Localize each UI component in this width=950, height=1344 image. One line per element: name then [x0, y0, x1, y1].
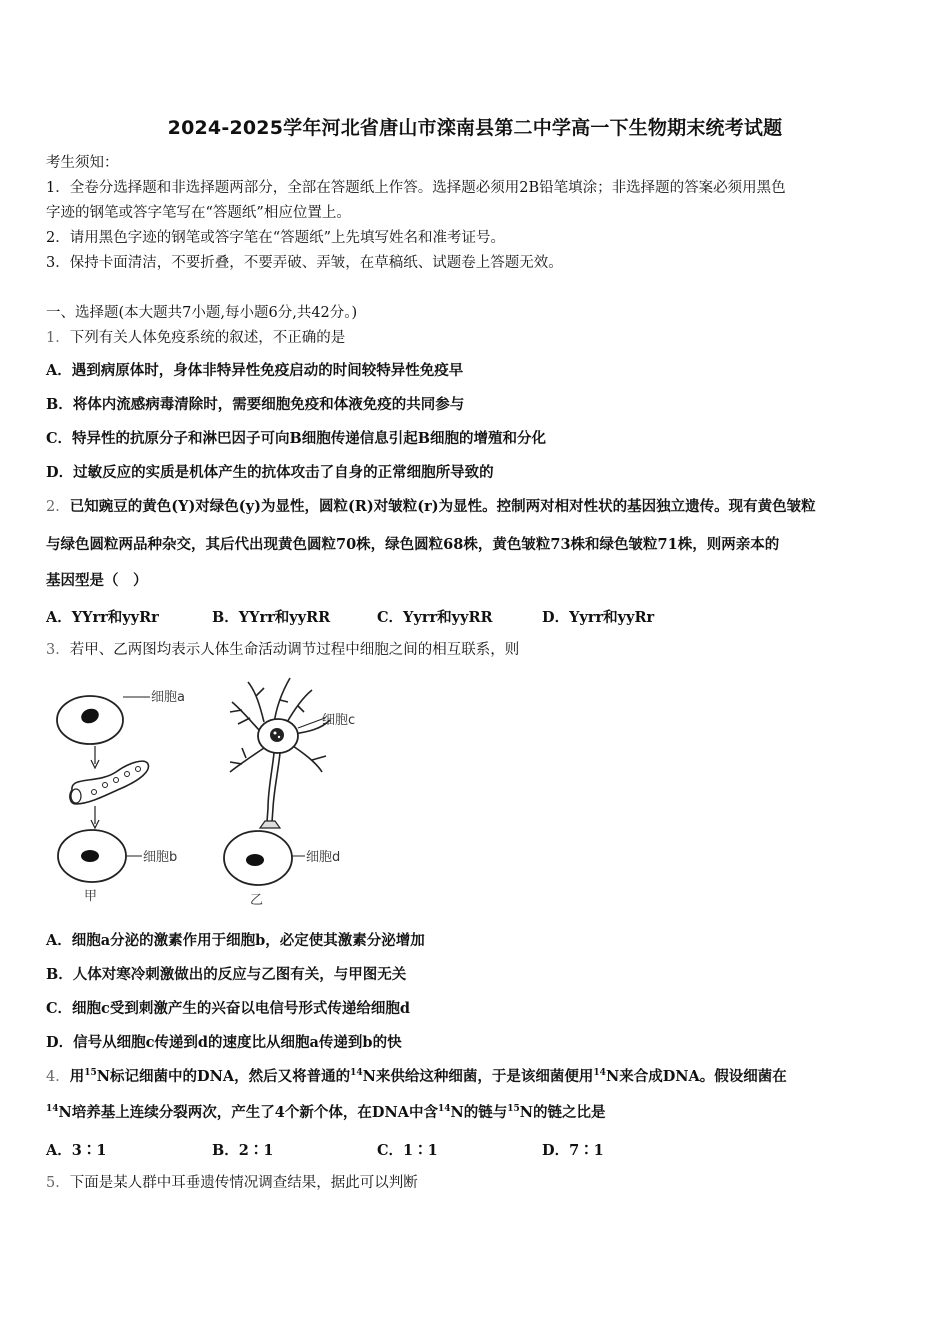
- cell-d-label: 细胞d: [306, 850, 341, 865]
- cell-a-label: 细胞a: [151, 690, 185, 705]
- q2-stem-line1: [46, 497, 816, 517]
- page-title: 2024-2025学年河北省唐山市滦南县第二中学高一下生物期末统考试题: [167, 117, 783, 139]
- q2-stem-line3: 基因型是（ ）: [46, 572, 148, 589]
- q2-option-d: D．Yyrr和yyRr: [542, 609, 655, 626]
- q3-option-a: A．细胞a分泌的激素作用于细胞b，必定使其激素分泌增加: [46, 932, 425, 949]
- q2-option-c: C．Yyrr和yyRR: [377, 609, 493, 626]
- blood-vessel: [70, 761, 149, 804]
- q3-text: 若甲、乙两图均表示人体生命活动调节过程中细胞之间的相互联系，则: [69, 642, 520, 658]
- q5-number: 5．: [46, 1175, 70, 1191]
- q5-stem: [46, 1173, 418, 1193]
- q5-text: 下面是某人群中耳垂遗传情况调查结果，据此可以判断: [69, 1175, 418, 1191]
- q4-number: 4．: [46, 1069, 70, 1085]
- cell-diagram: [50, 672, 380, 912]
- q1-option-b: B．将体内流感病毒清除时，需要细胞免疫和体液免疫的共同参与: [46, 396, 465, 413]
- synapse-terminal: [260, 821, 280, 828]
- cell-a-nucleus: [79, 706, 101, 725]
- q4-option-c: C．1∶1: [377, 1142, 438, 1159]
- q2-option-a: A．YYrr和yyRr: [46, 609, 159, 626]
- figure-jia-label: 甲: [84, 889, 98, 904]
- cell-b-label: 细胞b: [143, 850, 178, 865]
- q3-number: 3．: [46, 642, 70, 658]
- q4-stem-line1: 4．用$^{15}$N标记细菌中的DNA，然后又将普通的$^{14}$N来供给这种细菌，于是该细菌便用$^{14}$N来合成DNA。假设细菌在: [46, 1068, 787, 1085]
- q3-stem: [46, 640, 519, 660]
- q4-stem-line2: $^{14}$N培养基上连续分裂两次，产生了4个新个体，在DNA中含$^{14}$N的链与$^{15}$N的链之比是: [46, 1104, 606, 1121]
- notice-item-1a: 1．全卷分选择题和非选择题两部分，全部在答题纸上作答。选择题必须用2B铅笔填涂；非选择题的答案必须用黑色: [46, 180, 786, 196]
- q2-text-1: 已知豌豆的黄色(Y)对绿色(y)为显性，圆粒(R)对皱粒(r)为显性。控制两对相对性状的基因独立遗传。现有黄色皱粒: [69, 498, 816, 515]
- q4-option-d: D．7∶1: [542, 1142, 604, 1159]
- q4-option-b: B．2∶1: [212, 1142, 274, 1159]
- q2-number: 2．: [46, 499, 70, 515]
- section-heading: 一、选择题(本大题共7小题,每小题6分,共42分。): [46, 305, 358, 321]
- q2-stem-line2: 与绿色圆粒两品种杂交，其后代出现黄色圆粒70株，绿色圆粒68株，黄色皱粒73株和绿色皱粒71株，则两亲本的: [46, 536, 780, 553]
- q1-stem: [46, 328, 345, 348]
- cell-c-label: 细胞c: [322, 713, 356, 728]
- q3-option-c: C．细胞c受到刺激产生的兴奋以电信号形式传递给细胞d: [46, 1000, 411, 1017]
- q3-option-b: B．人体对寒冷刺激做出的反应与乙图有关，与甲图无关: [46, 966, 407, 983]
- notice-item-2: 2．请用黑色字迹的钢笔或答字笔在“答题纸”上先填写姓名和准考证号。: [46, 230, 506, 246]
- q1-option-a: A．遇到病原体时，身体非特异性免疫启动的时间较特异性免疫早: [46, 362, 464, 379]
- cell-c-nucleus: [270, 728, 284, 742]
- q1-number: 1．: [46, 330, 70, 346]
- notice-item-1b: 字迹的钢笔或答字笔写在“答题纸”相应位置上。: [46, 205, 351, 221]
- notice-item-3: 3．保持卡面清洁，不要折叠，不要弄破、弄皱，在草稿纸、试题卷上答题无效。: [46, 255, 563, 271]
- cell-diagram-svg: [50, 672, 380, 912]
- cell-b-nucleus: [81, 850, 99, 862]
- cell-d-nucleus: [246, 854, 264, 866]
- q2-option-b: B．YYrr和yyRR: [212, 609, 331, 626]
- q4-option-a: A．3∶1: [46, 1142, 107, 1159]
- q1-option-c: C．特异性的抗原分子和淋巴因子可向B细胞传递信息引起B细胞的增殖和分化: [46, 430, 547, 447]
- q1-text: 下列有关人体免疫系统的叙述，不正确的是: [69, 330, 346, 346]
- figure-yi-label: 乙: [250, 893, 264, 908]
- q3-option-d: D．信号从细胞c传递到d的速度比从细胞a传递到b的快: [46, 1034, 402, 1051]
- q1-option-d: D．过敏反应的实质是机体产生的抗体攻击了自身的正常细胞所导致的: [46, 464, 494, 481]
- notice-heading: 考生须知：: [46, 155, 119, 171]
